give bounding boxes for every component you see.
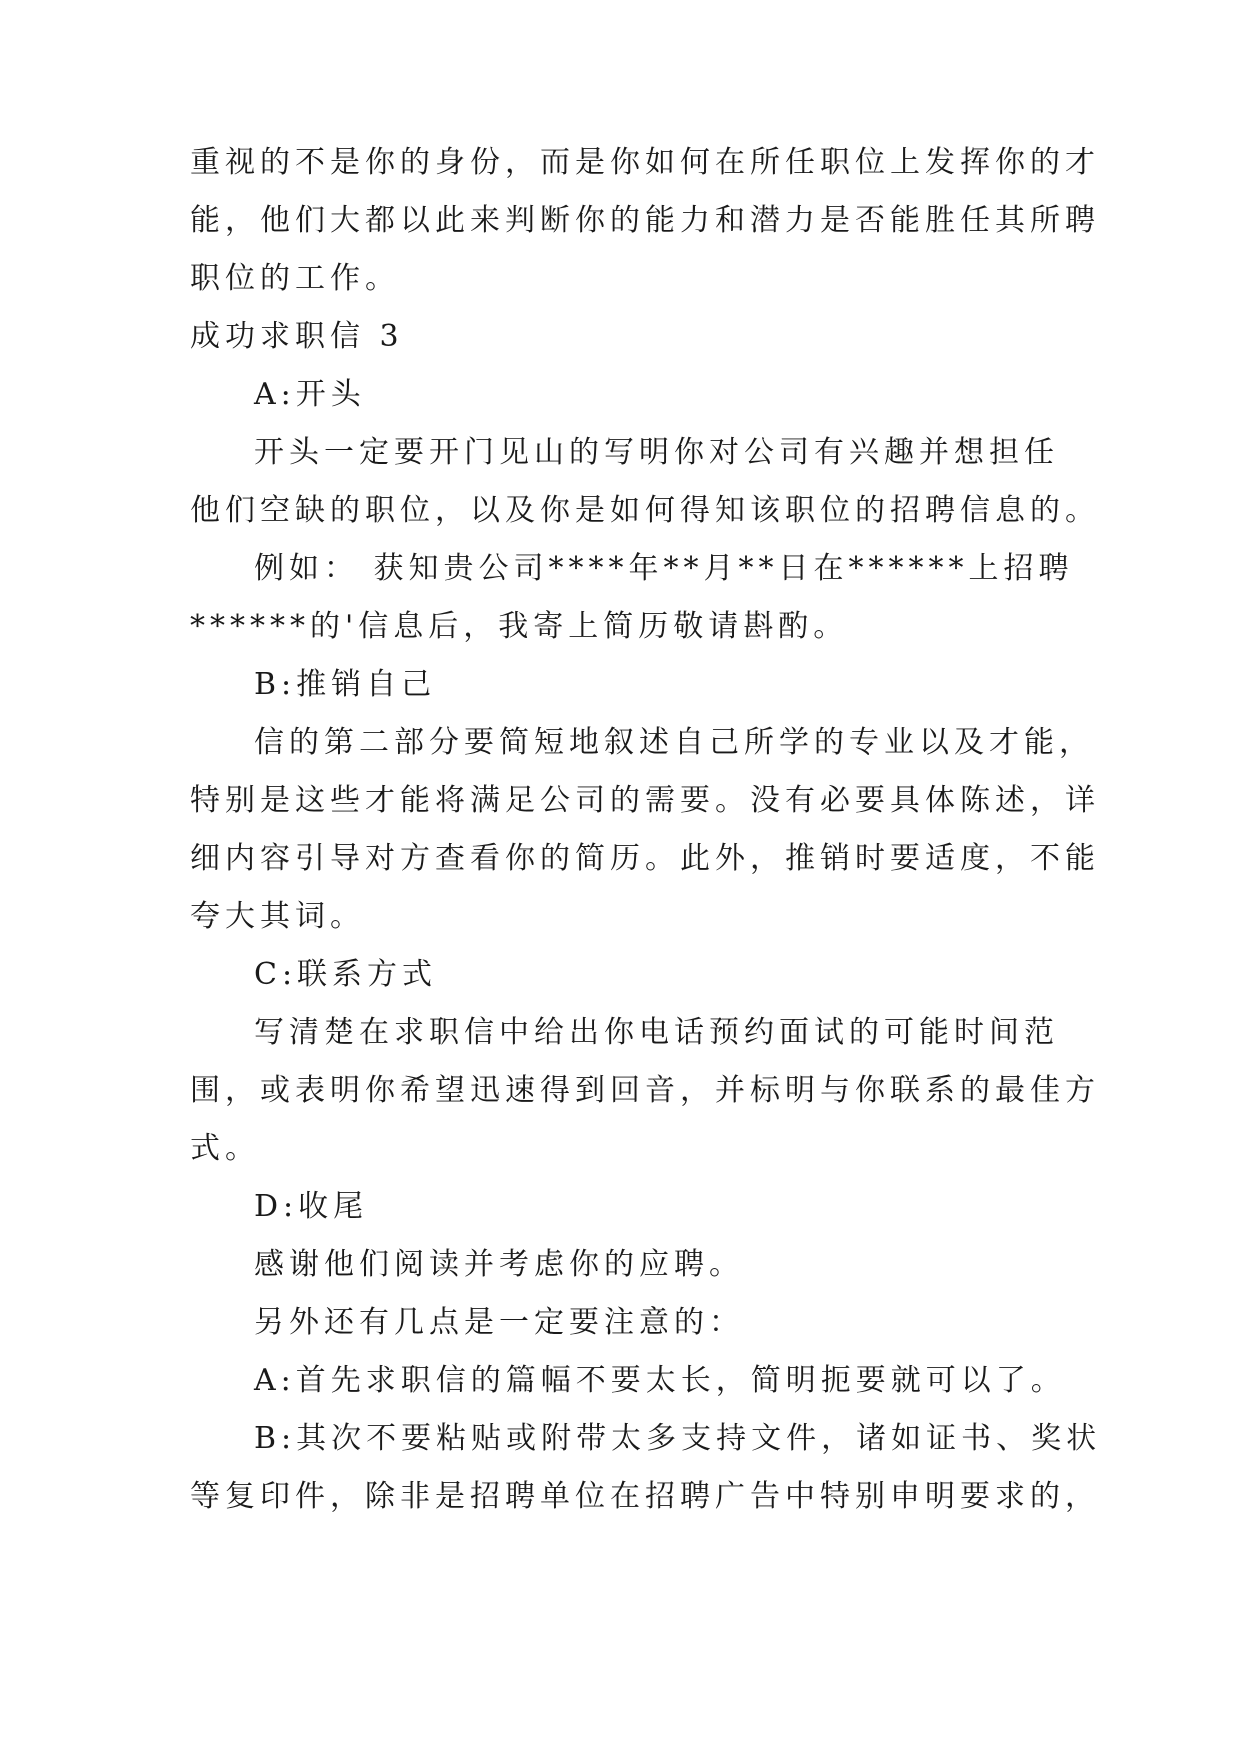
paragraph-line: 例如： 获知贵公司****年**月**日在******上招聘 [254,551,1074,586]
subheading-a: A:开头 [254,377,366,412]
subheading-b: B:推销自己 [254,667,437,702]
paragraph-line: ******的'信息后，我寄上简历敬请斟酌。 [190,609,849,644]
document-body [190,134,1102,1526]
paragraph-line: 他们空缺的职位，以及你是如何得知该职位的招聘信息的。 [190,493,1100,528]
section-heading: 成功求职信 3 [190,319,404,354]
paragraph-line: 等复印件，除非是招聘单位在招聘广告中特别申明要求的， [190,1479,1100,1514]
paragraph-line: 夸大其词。 [190,899,365,934]
note-item-a: A:首先求职信的篇幅不要太长，简明扼要就可以了。 [254,1363,1066,1398]
paragraph-line: 特别是这些才能将满足公司的需要。没有必要具体陈述，详 [190,783,1100,818]
paragraph-line: 另外还有几点是一定要注意的： [254,1305,744,1340]
paragraph-line: 围，或表明你希望迅速得到回音，并标明与你联系的最佳方 [190,1073,1100,1108]
paragraph-line: 感谢他们阅读并考虑你的应聘。 [254,1247,744,1282]
paragraph-line: 开头一定要开门见山的写明你对公司有兴趣并想担任 [254,435,1059,470]
paragraph-line: 重视的不是你的身份，而是你如何在所任职位上发挥你的才 [190,145,1100,180]
paragraph-line: 能，他们大都以此来判断你的能力和潜力是否能胜任其所聘 [190,203,1100,238]
note-item-b: B:其次不要粘贴或附带太多支持文件，诸如证书、奖状 [254,1421,1102,1456]
paragraph-line: 职位的工作。 [190,261,400,296]
paragraph-line: 信的第二部分要简短地叙述自己所学的专业以及才能， [254,725,1094,760]
paragraph-line: 写清楚在求职信中给出你电话预约面试的可能时间范 [254,1015,1059,1050]
subheading-d: D:收尾 [254,1189,369,1224]
paragraph-line: 式。 [190,1131,260,1166]
subheading-c: C:联系方式 [254,957,438,992]
paragraph-line: 细内容引导对方查看你的简历。此外，推销时要适度，不能 [190,841,1100,876]
